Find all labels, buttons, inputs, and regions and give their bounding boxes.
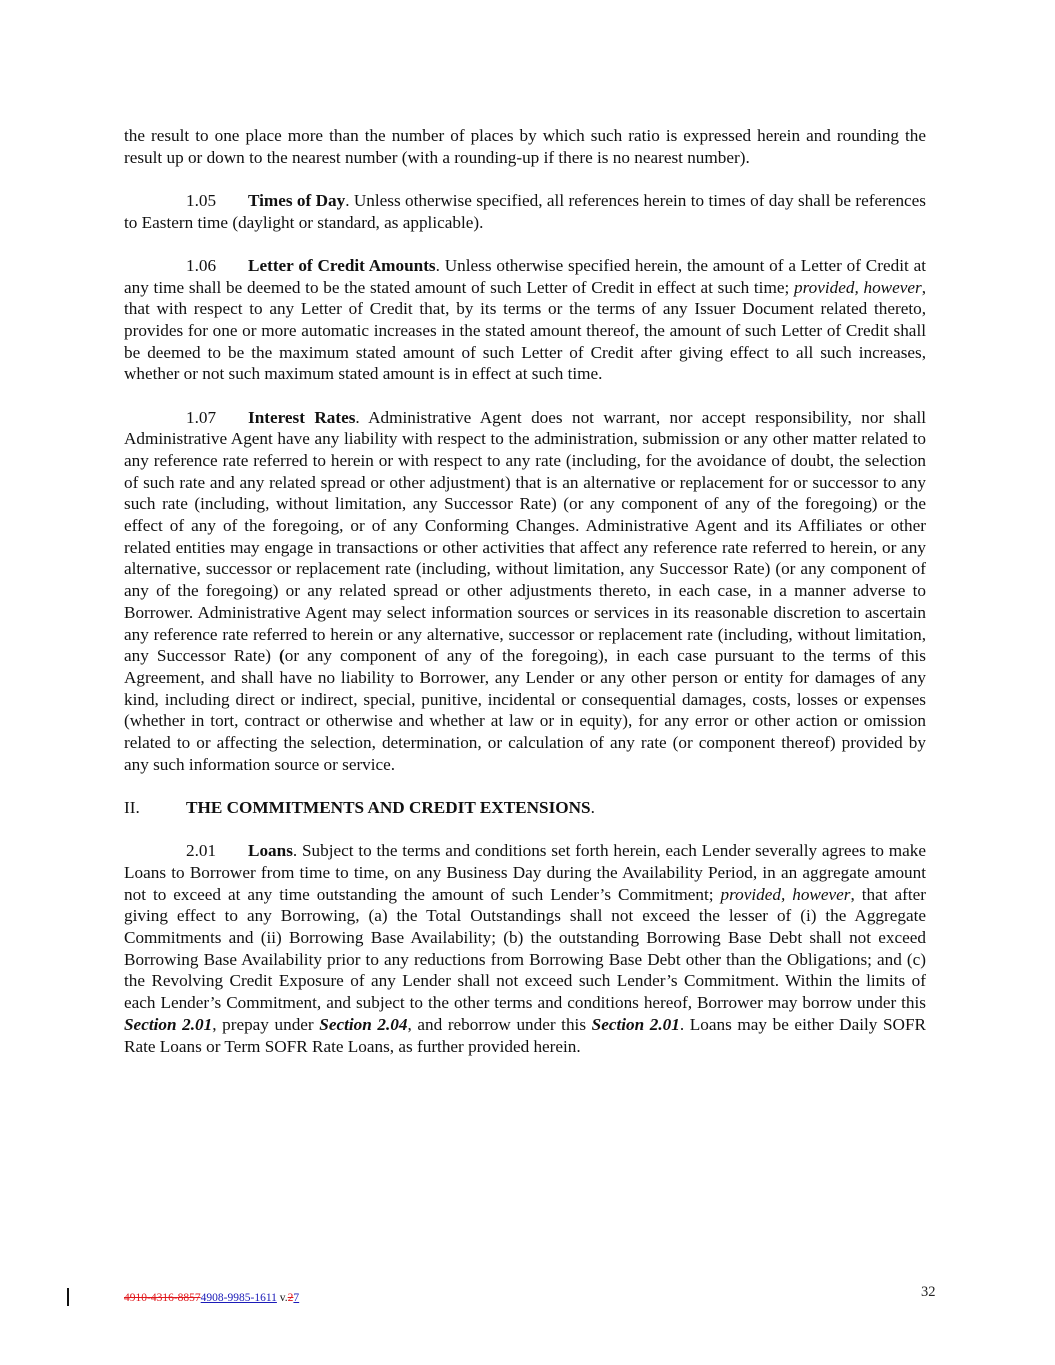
deleted-version: 2 bbox=[287, 1292, 294, 1304]
proviso-italic: provided, however bbox=[793, 277, 922, 297]
version-prefix: v. bbox=[276, 1292, 288, 1304]
section-title: Loans bbox=[248, 841, 293, 861]
section-1-05 bbox=[124, 190, 926, 233]
section-body: . Unless otherwise specified herein, the amount of a Letter of Credit at any time shall be deemed to be the stated amount of such Letter of Credit in effect at such time; bbox=[124, 255, 927, 297]
article-trailing: . bbox=[590, 797, 595, 817]
proviso-italic: provided, however bbox=[720, 884, 851, 904]
section-number: 1.05 bbox=[186, 190, 217, 210]
section-body-cont: , prepay under bbox=[212, 1014, 320, 1034]
article-heading bbox=[124, 797, 926, 819]
inserted-doc-id: 4908-9985-1611 bbox=[200, 1292, 277, 1304]
cross-reference: Section 2.01 bbox=[124, 1014, 213, 1034]
section-number: 2.01 bbox=[186, 841, 217, 861]
footer-doc-id bbox=[124, 1292, 299, 1304]
bold-paren: ( bbox=[279, 646, 285, 666]
section-1-06 bbox=[124, 255, 926, 385]
section-number: 1.06 bbox=[186, 255, 217, 275]
section-2-01 bbox=[124, 840, 926, 1057]
section-1-07 bbox=[124, 407, 926, 776]
section-title: Interest Rates bbox=[248, 407, 356, 427]
page-number: 32 bbox=[921, 1284, 936, 1300]
section-body-cont: , and reborrow under this bbox=[407, 1014, 592, 1034]
deleted-doc-id: 4910-4316-8857 bbox=[124, 1292, 201, 1304]
section-body-cont: , that after giving effect to any Borrowing, (a) the Total Outstandings shall not exceed the lesser of (i) the Aggregate Commitments and (ii) Borrowing Base Availability; (b) the outstanding Borrowing Base Debt shall not exceed Borrowing Base Availability prior to any reductions from Borrowing Base Debt other than the Obligations; and (c) the Revolving Credit Exposure of any Lender shall not exceed such Lender’s Commitment. Within the limits of each Lender’s Commitment, and subject to the other terms and conditions hereof, Borrower may borrow under this bbox=[124, 884, 927, 1013]
document-page bbox=[124, 125, 926, 1079]
article-number: II. bbox=[124, 797, 140, 817]
article-title: THE COMMITMENTS AND CREDIT EXTENSIONS bbox=[186, 797, 591, 817]
intro-paragraph: the result to one place more than the number of places by which such ratio is expressed herein and rounding the result up or down to the nearest number (with a rounding-up if there is no nearest number). bbox=[124, 126, 926, 167]
section-title: Times of Day bbox=[248, 190, 346, 210]
cross-reference: Section 2.04 bbox=[319, 1014, 408, 1034]
section-body: . Unless otherwise specified, all references herein to times of day shall be references to Eastern time (daylight or standard, as applicable). bbox=[124, 190, 926, 232]
section-title: Letter of Credit Amounts bbox=[248, 255, 436, 275]
section-body-cont: . Loans may be either Daily SOFR Rate Loans or Term SOFR Rate Loans, as further provided herein. bbox=[124, 1014, 926, 1056]
section-number: 1.07 bbox=[186, 407, 217, 427]
section-body: . Subject to the terms and conditions set forth herein, each Lender severally agrees to make Loans to Borrower from time to time, on any Business Day during the Availability Period, in an aggregate amount not to exceed at any time outstanding the amount of such Lender’s Commitment; bbox=[124, 841, 926, 904]
change-bar bbox=[67, 1288, 69, 1306]
cross-reference: Section 2.01 bbox=[591, 1014, 680, 1034]
section-body-cont: , that with respect to any Letter of Credit that, by its terms or the terms of any Issuer Document related thereto, provides for one or more automatic increases in the stated amount thereof, the amount of such Letter of Credit shall be deemed to be the maximum stated amount of such Letter of Credit after giving effect to all such increases, whether or not such maximum stated amount is in effect at such time. bbox=[124, 277, 926, 384]
inserted-version: 7 bbox=[293, 1292, 300, 1304]
section-body-cont: or any component of any of the foregoing), in each case pursuant to the terms of this Agreement, and shall have no liability to Borrower, any Lender or any other person or entity for damages of any kind, including direct or indirect, special, punitive, incidental or consequential damages, costs, losses or expenses (whether in tort, contract or otherwise and whether at law or in equity), for any error or other action or omission related to or affecting the selection, determination, or calculation of any rate (or component thereof) provided by any such information source or service. bbox=[124, 646, 927, 774]
section-body: . Administrative Agent does not warrant, nor accept responsibility, nor shall Administrative Agent have any liability with respect to the administration, submission or any other matter related to any reference rate referred to herein or with respect to any rate (including, for the avoidance of doubt, the selection of such rate and any related spread or other adjustment) that is an alternative or replacement for or successor to any such rate (including, without limitation, any Successor Rate) (or any component of any of the foregoing) or the effect of any of the foregoing, or of any Conforming Changes. Administrative Agent and its Affiliates or other related entities may engage in transactions or other activities that affect any reference rate referred to herein, or any alternative, successor or replacement rate (including, without limitation, any Successor Rate) (or any component of any of the foregoing) or any related spread or other adjustments thereto, in each case, in a manner adverse to Borrower. Administrative Agent may select information sources or services in its reasonable discretion to ascertain any reference rate referred to herein or any alternative, successor or replacement rate (including, without limitation, any Successor Rate) bbox=[124, 407, 926, 666]
